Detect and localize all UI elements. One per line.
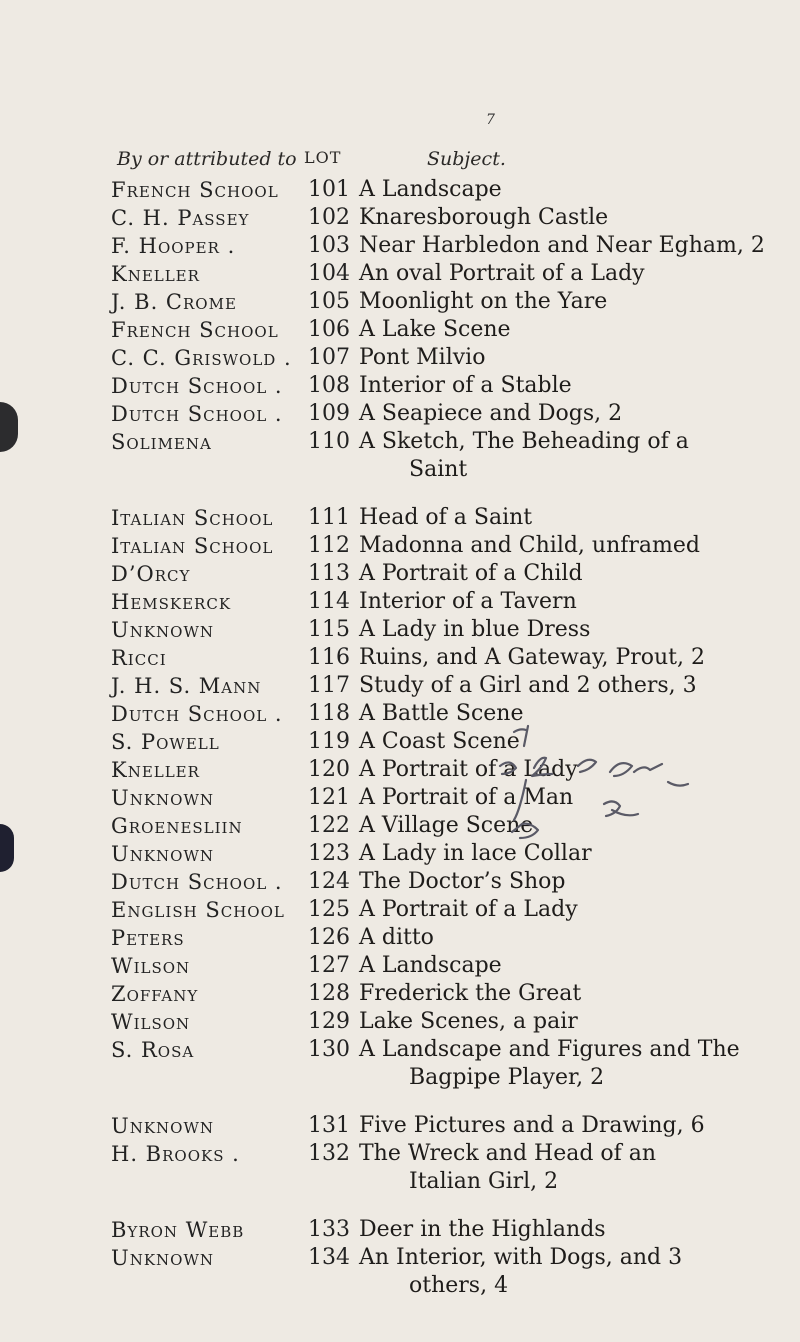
lot-number: 112: [308, 533, 350, 558]
lot-row: [0, 644, 800, 672]
lot-number: 113: [308, 561, 350, 586]
artist-name: S. Rosa: [111, 1038, 195, 1062]
artist-name: Unknown: [111, 1246, 214, 1270]
lot-number: 118: [308, 701, 350, 726]
subject-description: [359, 372, 789, 400]
subject-description: [359, 560, 789, 588]
subject-description: [359, 1140, 789, 1196]
subject-line: Deer in the Highlands: [359, 1217, 606, 1242]
subject-description: [359, 232, 789, 260]
lot-row: [0, 532, 800, 560]
lot-row: [0, 588, 800, 616]
artist-name: Dutch School .: [111, 402, 283, 426]
artist-name: Zoffany: [111, 982, 199, 1006]
subject-line: A Portrait of a Child: [359, 561, 583, 586]
subject-description: [359, 1244, 789, 1300]
artist-name: Wilson: [111, 954, 191, 978]
lot-number: 108: [308, 373, 350, 398]
lot-number: 104: [308, 261, 350, 286]
subject-description: [359, 1216, 789, 1244]
subject-line: Saint: [409, 457, 468, 482]
subject-description: [359, 176, 789, 204]
lot-number: 111: [308, 505, 350, 530]
subject-description: [359, 980, 789, 1008]
lot-row: [0, 176, 800, 204]
lot-number: 105: [308, 289, 350, 314]
subject-line: An oval Portrait of a Lady: [359, 261, 645, 286]
subject-line: A ditto: [359, 925, 434, 950]
lot-row: [0, 504, 800, 532]
lot-row: [0, 1216, 800, 1244]
subject-line: Moonlight on the Yare: [359, 289, 608, 314]
lot-row: [0, 560, 800, 588]
lot-row: [0, 204, 800, 232]
subject-line: Lake Scenes, a pair: [359, 1009, 578, 1034]
subject-line: Five Pictures and a Drawing, 6: [359, 1113, 705, 1138]
artist-name: Solimena: [111, 430, 212, 454]
subject-line: Interior of a Tavern: [359, 589, 577, 614]
lot-number: 116: [308, 645, 350, 670]
subject-description: [359, 952, 789, 980]
lot-number: 103: [308, 233, 350, 258]
lot-number: 131: [308, 1113, 350, 1138]
lot-number: 132: [308, 1141, 350, 1166]
artist-name: Unknown: [111, 1114, 214, 1138]
lot-row: [0, 672, 800, 700]
header-artist: By or attributed to: [117, 148, 297, 170]
header-subject: Subject.: [427, 148, 506, 170]
artist-name: Peters: [111, 926, 185, 950]
lot-number: 110: [308, 429, 350, 454]
subject-line: The Doctor’s Shop: [359, 869, 566, 894]
artist-name: D’Orcy: [111, 562, 191, 586]
subject-line: A Lake Scene: [359, 317, 511, 342]
lot-row: [0, 1008, 800, 1036]
artist-name: French School: [111, 318, 279, 342]
lot-row: [0, 428, 800, 484]
lot-row: [0, 896, 800, 924]
subject-description: [359, 504, 789, 532]
subject-line: Ruins, and A Gateway, Prout, 2: [359, 645, 706, 670]
lot-row: [0, 868, 800, 896]
subject-description: [359, 400, 789, 428]
lot-number: 121: [308, 785, 350, 810]
subject-description: [359, 428, 789, 484]
artist-name: F. Hooper .: [111, 234, 236, 258]
lot-row: [0, 288, 800, 316]
lot-row: [0, 372, 800, 400]
lot-row: [0, 232, 800, 260]
row-gap: [0, 484, 800, 504]
artist-name: Unknown: [111, 786, 214, 810]
artist-name: Italian School: [111, 534, 274, 558]
subject-line: A Coast Scene: [359, 729, 520, 754]
lot-number: 130: [308, 1037, 350, 1062]
subject-line: A Portrait of a Lady: [359, 897, 578, 922]
lot-row: [0, 400, 800, 428]
subject-description: [359, 868, 789, 896]
subject-line: Italian Girl, 2: [409, 1169, 559, 1194]
artist-name: Wilson: [111, 1010, 191, 1034]
lot-number: 128: [308, 981, 350, 1006]
artist-name: Kneller: [111, 758, 200, 782]
subject-description: [359, 1112, 789, 1140]
lot-row: [0, 1140, 800, 1196]
lot-number: 107: [308, 345, 350, 370]
lot-row: [0, 1112, 800, 1140]
lot-row: [0, 1244, 800, 1300]
artist-name: Dutch School .: [111, 374, 283, 398]
lot-number: 124: [308, 869, 350, 894]
subject-line: Study of a Girl and 2 others, 3: [359, 673, 697, 698]
header-lot: LOT: [304, 148, 342, 167]
artist-name: C. C. Griswold .: [111, 346, 292, 370]
lot-number: 120: [308, 757, 350, 782]
lot-number: 127: [308, 953, 350, 978]
subject-description: [359, 260, 789, 288]
subject-line: Madonna and Child, unframed: [359, 533, 700, 558]
subject-line: A Landscape: [359, 953, 502, 978]
artist-name: S. Powell: [111, 730, 220, 754]
subject-line: A Lady in lace Collar: [359, 841, 592, 866]
artist-name: J. H. S. Mann: [111, 674, 262, 698]
artist-name: Kneller: [111, 262, 200, 286]
subject-description: [359, 532, 789, 560]
subject-description: [359, 924, 789, 952]
artist-name: English School: [111, 898, 285, 922]
subject-description: [359, 616, 789, 644]
artist-name: Groenesliin: [111, 814, 243, 838]
artist-name: Dutch School .: [111, 870, 283, 894]
subject-line: A Portrait of a Man: [359, 785, 574, 810]
artist-name: Ricci: [111, 646, 167, 670]
lot-row: [0, 924, 800, 952]
lot-row: [0, 616, 800, 644]
lot-number: 125: [308, 897, 350, 922]
row-gap: [0, 1092, 800, 1112]
subject-line: The Wreck and Head of an: [359, 1141, 657, 1166]
lot-row: [0, 260, 800, 288]
subject-description: [359, 896, 789, 924]
subject-line: A Sketch, The Beheading of a: [359, 429, 689, 454]
lot-row: [0, 1036, 800, 1092]
subject-line: Near Harbledon and Near Egham, 2: [359, 233, 765, 258]
subject-line: A Portrait of a Lady: [359, 757, 578, 782]
lot-number: 106: [308, 317, 350, 342]
lot-number: 102: [308, 205, 350, 230]
pencil-annotation: [492, 720, 800, 850]
lot-number: 129: [308, 1009, 350, 1034]
subject-description: [359, 1036, 789, 1092]
lot-number: 109: [308, 401, 350, 426]
subject-line: A Battle Scene: [359, 701, 524, 726]
lot-row: [0, 344, 800, 372]
subject-line: Frederick the Great: [359, 981, 582, 1006]
subject-line: An Interior, with Dogs, and 3: [359, 1245, 683, 1270]
artist-name: French School: [111, 178, 279, 202]
artist-name: Italian School: [111, 506, 274, 530]
subject-line: A Landscape and Figures and The: [359, 1037, 740, 1062]
subject-line: A Landscape: [359, 177, 502, 202]
lot-number: 101: [308, 177, 350, 202]
subject-description: [359, 204, 789, 232]
subject-line: A Seapiece and Dogs, 2: [359, 401, 623, 426]
lot-number: 134: [308, 1245, 350, 1270]
artist-name: Hemskerck: [111, 590, 232, 614]
artist-name: J. B. Crome: [111, 290, 237, 314]
lot-number: 115: [308, 617, 350, 642]
subject-line: Head of a Saint: [359, 505, 533, 530]
artist-name: Unknown: [111, 842, 214, 866]
artist-name: C. H. Passey: [111, 206, 250, 230]
artist-name: Dutch School .: [111, 702, 283, 726]
subject-description: [359, 672, 789, 700]
lot-number: 126: [308, 925, 350, 950]
subject-description: [359, 588, 789, 616]
lot-number: 117: [308, 673, 350, 698]
subject-line: Knaresborough Castle: [359, 205, 609, 230]
artist-name: Byron Webb: [111, 1218, 245, 1242]
lot-row: [0, 952, 800, 980]
lot-number: 133: [308, 1217, 350, 1242]
artist-name: Unknown: [111, 618, 214, 642]
subject-line: Bagpipe Player, 2: [409, 1065, 605, 1090]
subject-description: [359, 344, 789, 372]
artist-name: H. Brooks .: [111, 1142, 240, 1166]
page-number: 7: [486, 112, 495, 128]
lot-number: 122: [308, 813, 350, 838]
subject-line: Interior of a Stable: [359, 373, 572, 398]
subject-description: [359, 288, 789, 316]
subject-description: [359, 644, 789, 672]
subject-line: A Lady in blue Dress: [359, 617, 591, 642]
subject-line: A Village Scene: [359, 813, 534, 838]
lot-row: [0, 980, 800, 1008]
subject-line: others, 4: [409, 1273, 509, 1298]
subject-description: [359, 316, 789, 344]
row-gap: [0, 1196, 800, 1216]
subject-description: [359, 1008, 789, 1036]
lot-row: [0, 316, 800, 344]
lot-number: 123: [308, 841, 350, 866]
subject-line: Pont Milvio: [359, 345, 486, 370]
lot-number: 114: [308, 589, 350, 614]
lot-number: 119: [308, 729, 350, 754]
